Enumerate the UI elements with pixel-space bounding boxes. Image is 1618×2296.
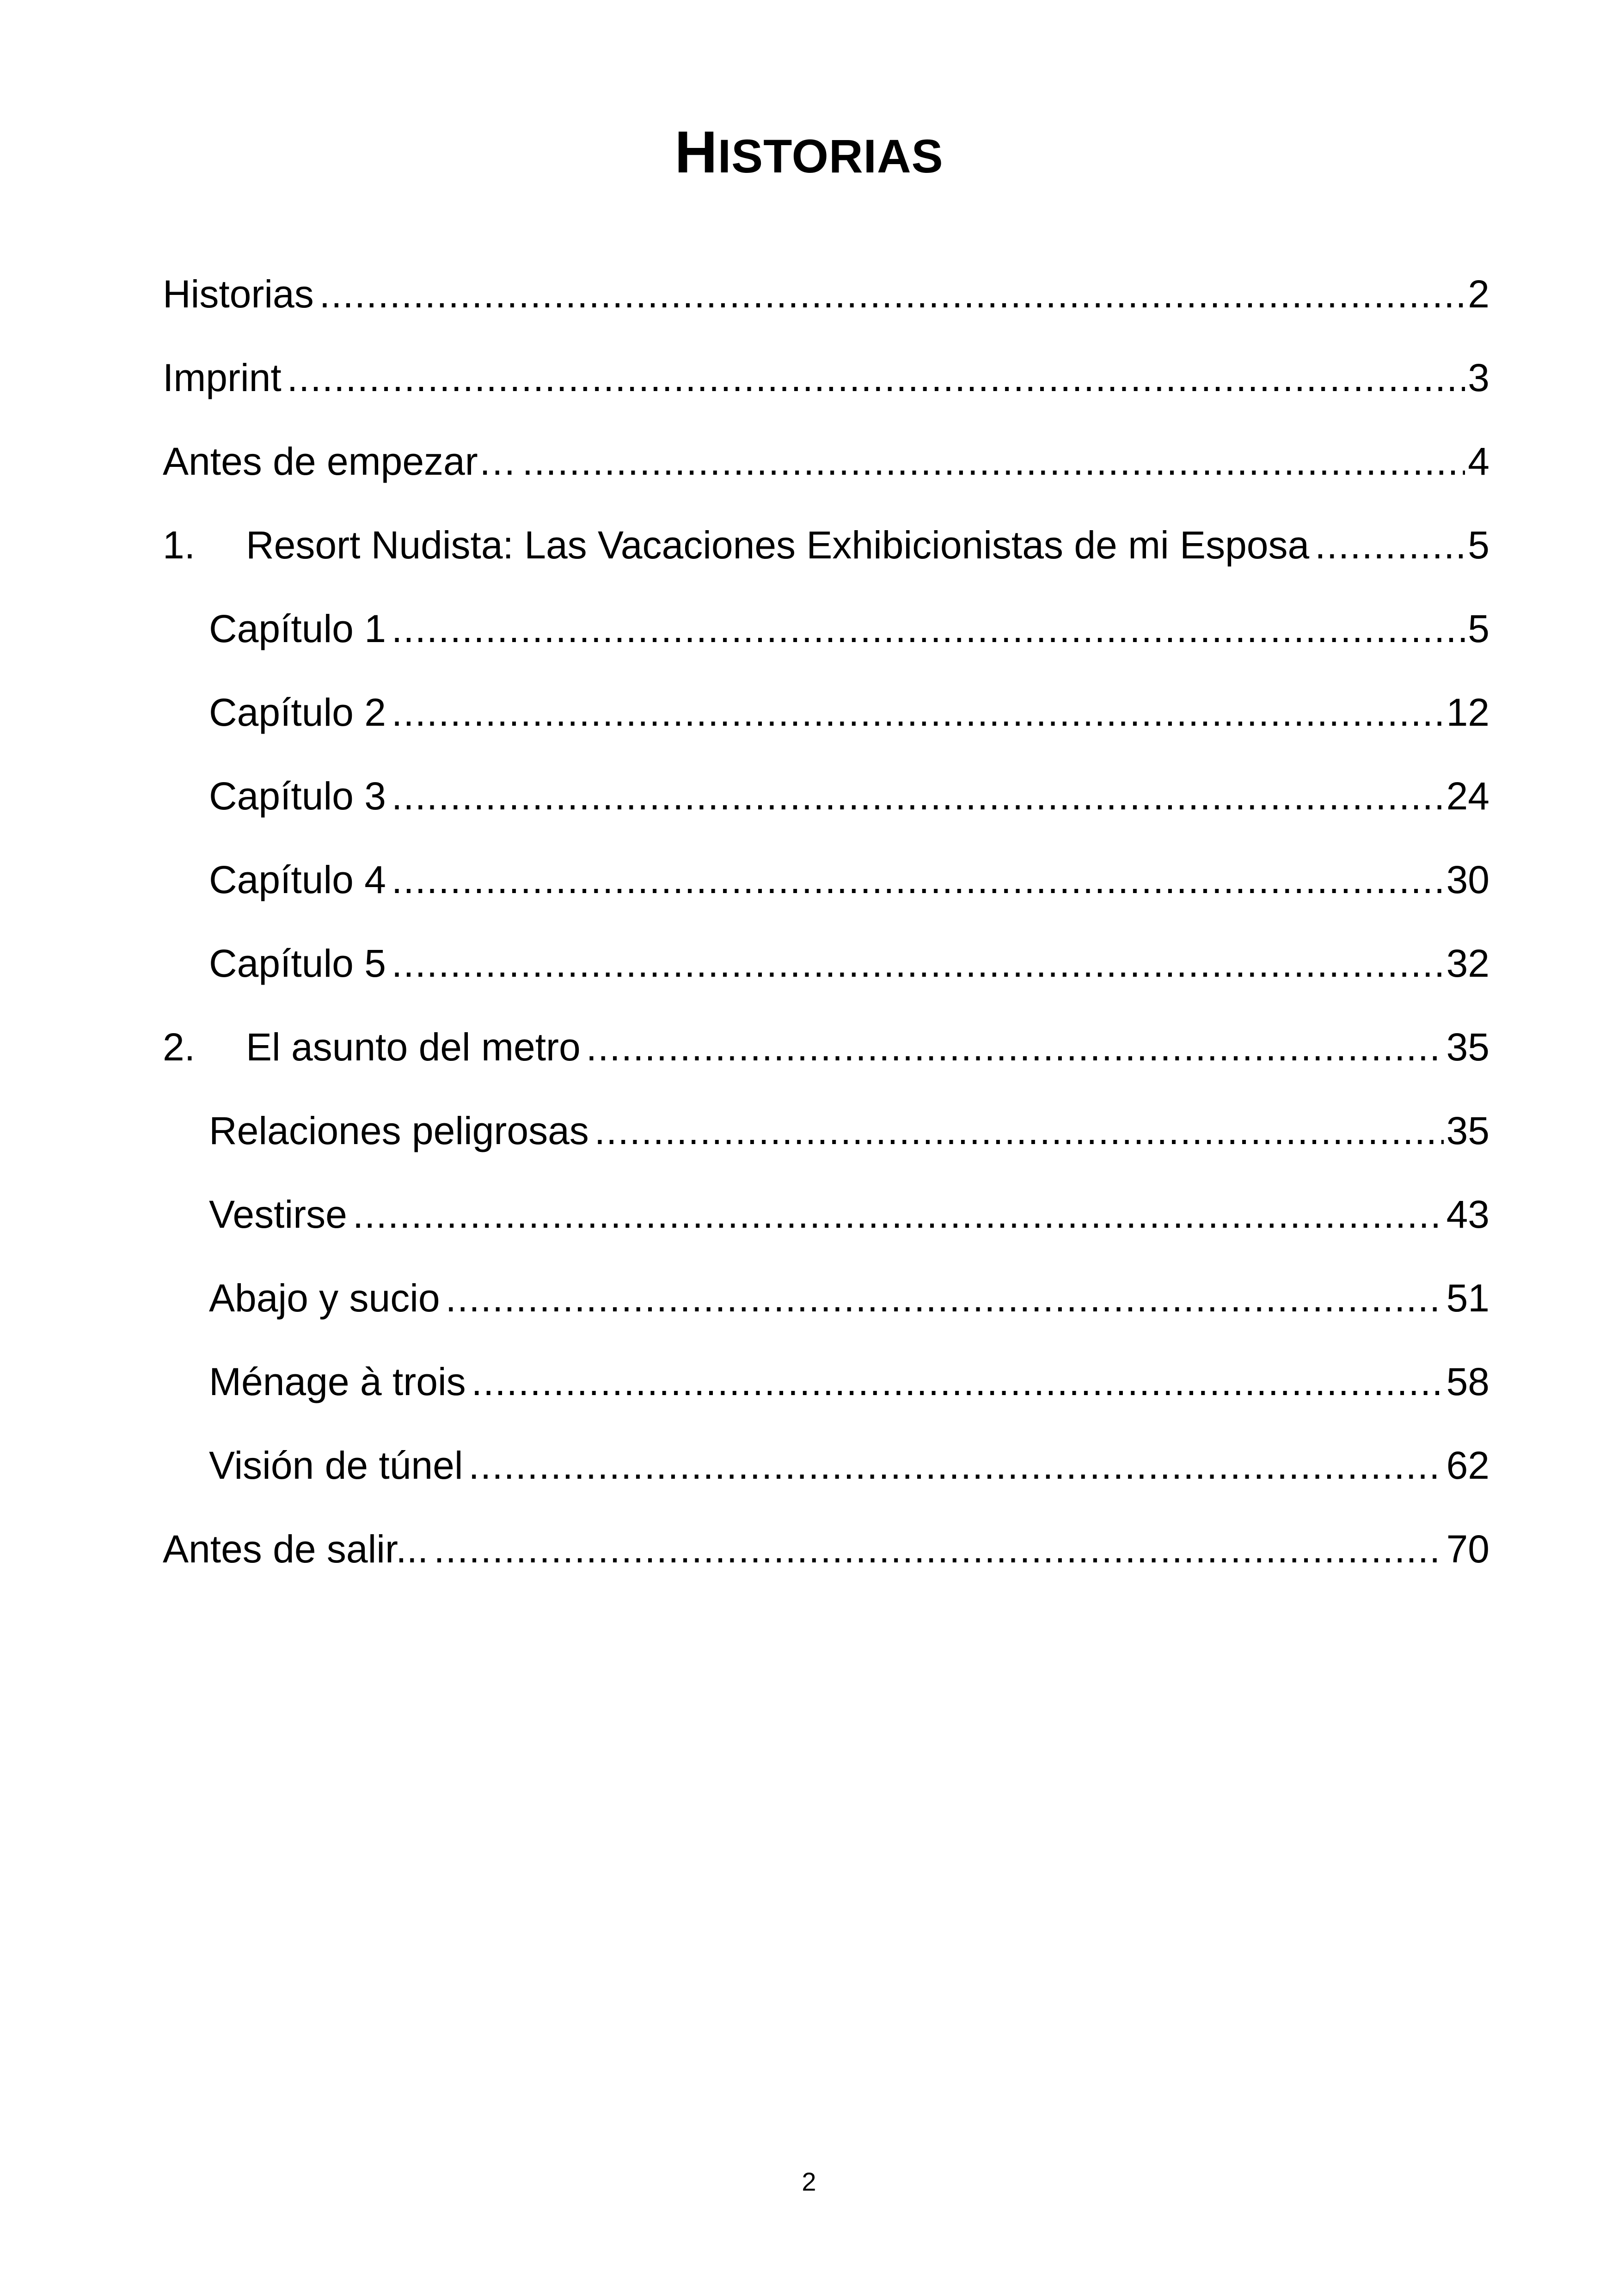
dot-leader xyxy=(469,1442,1444,1488)
dot-leader xyxy=(392,606,1465,652)
toc-entry-page: 58 xyxy=(1446,1359,1489,1403)
dot-leader xyxy=(287,355,1465,401)
toc-entry-page: 24 xyxy=(1446,774,1489,818)
toc-entry-page: 5 xyxy=(1468,523,1489,567)
toc-entry-number: 2. xyxy=(163,1025,196,1069)
toc-entry-label: Ménage à trois xyxy=(209,1359,466,1403)
toc-entry-label: Capítulo 4 xyxy=(209,857,386,901)
dot-leader xyxy=(446,1275,1444,1321)
toc-entry-page: 35 xyxy=(1446,1108,1489,1152)
toc-entry-label: Vestirse xyxy=(209,1192,347,1236)
toc-entry[interactable] xyxy=(163,587,1489,670)
page-number: 2 xyxy=(802,2167,816,2196)
toc-entry[interactable] xyxy=(163,1089,1489,1172)
toc-entry-label: Visión de túnel xyxy=(209,1443,463,1487)
toc-entry[interactable] xyxy=(163,419,1489,503)
toc-entry-page: 5 xyxy=(1468,606,1489,650)
toc-entry-label: Capítulo 3 xyxy=(209,774,386,818)
toc-entry[interactable] xyxy=(163,336,1489,419)
toc-entry[interactable] xyxy=(163,1256,1489,1340)
toc-entry-page: 32 xyxy=(1446,941,1489,985)
toc-entry-label: Antes de salir... xyxy=(163,1527,429,1571)
dot-leader xyxy=(472,1359,1444,1405)
toc-entry[interactable] xyxy=(163,1423,1489,1507)
toc-entry-number: 1. xyxy=(163,523,196,567)
toc-entry[interactable] xyxy=(163,754,1489,838)
dot-leader xyxy=(594,1108,1444,1154)
toc-entry-label: Capítulo 2 xyxy=(209,690,386,734)
toc-entry[interactable] xyxy=(163,1172,1489,1256)
title-rest: ISTORIAS xyxy=(717,130,944,183)
toc-entry-label: Abajo y sucio xyxy=(209,1276,440,1320)
dot-leader xyxy=(586,1024,1444,1070)
dot-leader xyxy=(392,689,1444,735)
toc-entry-page: 62 xyxy=(1446,1443,1489,1487)
toc-entry-page: 4 xyxy=(1468,439,1489,483)
toc-entry-label: Relaciones peligrosas xyxy=(209,1108,589,1152)
dot-leader xyxy=(1315,522,1465,568)
dot-leader xyxy=(353,1191,1444,1237)
title-first-letter: H xyxy=(674,119,718,185)
toc-entry-page: 70 xyxy=(1446,1527,1489,1571)
toc-entry[interactable] xyxy=(163,1005,1489,1089)
toc-entry-page: 3 xyxy=(1468,355,1489,399)
dot-leader xyxy=(522,438,1465,484)
toc-entry[interactable] xyxy=(163,1340,1489,1423)
toc-entry-page: 43 xyxy=(1446,1192,1489,1236)
toc-entry[interactable] xyxy=(163,838,1489,921)
toc-entry-page: 51 xyxy=(1446,1276,1489,1320)
toc-entry-label: Capítulo 5 xyxy=(209,941,386,985)
table-of-contents xyxy=(163,252,1489,1591)
toc-entry-page: 35 xyxy=(1446,1025,1489,1069)
dot-leader xyxy=(392,773,1444,819)
toc-entry-label: Antes de empezar… xyxy=(163,439,517,483)
toc-entry-page: 2 xyxy=(1468,272,1489,316)
dot-leader xyxy=(319,271,1465,317)
toc-entry-label: El asunto del metro xyxy=(246,1025,581,1069)
page-title xyxy=(0,118,1618,191)
toc-entry-page: 12 xyxy=(1446,690,1489,734)
toc-entry[interactable] xyxy=(163,503,1489,587)
toc-entry-label: Resort Nudista: Las Vacaciones Exhibicionistas de mi Esposa xyxy=(246,523,1310,567)
dot-leader xyxy=(392,940,1444,986)
toc-entry[interactable] xyxy=(163,1507,1489,1591)
dot-leader xyxy=(392,857,1444,903)
dot-leader xyxy=(434,1526,1443,1572)
toc-entry-label: Capítulo 1 xyxy=(209,606,386,650)
toc-entry-label: Imprint xyxy=(163,355,282,399)
toc-entry-page: 30 xyxy=(1446,857,1489,901)
toc-entry-label: Historias xyxy=(163,272,314,316)
toc-entry[interactable] xyxy=(163,252,1489,336)
toc-entry[interactable] xyxy=(163,670,1489,754)
toc-entry[interactable] xyxy=(163,921,1489,1005)
